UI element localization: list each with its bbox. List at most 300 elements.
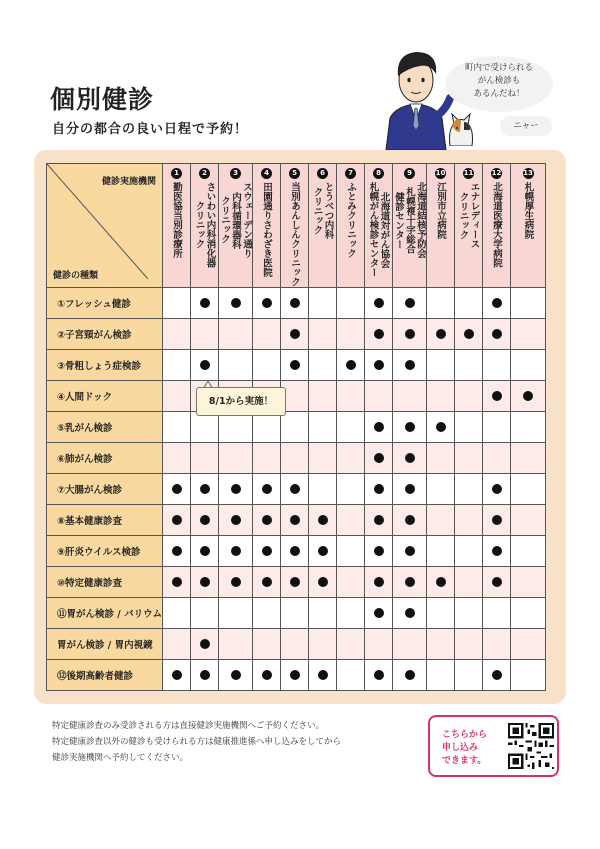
table-row <box>47 318 546 349</box>
column-header <box>219 164 253 288</box>
availability-cell <box>163 473 191 504</box>
availability-cell <box>455 318 483 349</box>
available-dot-icon <box>200 515 210 525</box>
availability-cell <box>309 597 337 628</box>
column-header <box>393 164 427 288</box>
footer-notes <box>52 718 341 766</box>
availability-cell <box>253 473 281 504</box>
availability-cell <box>191 659 219 690</box>
available-dot-icon <box>172 577 182 587</box>
availability-cell <box>427 473 455 504</box>
availability-cell <box>253 597 281 628</box>
column-number-badge: 13 <box>523 169 533 177</box>
availability-cell <box>281 597 309 628</box>
availability-cell <box>393 597 427 628</box>
checkup-type-label: ⑨肝炎ウイルス検診 <box>47 535 163 566</box>
availability-cell <box>427 535 455 566</box>
available-dot-icon <box>290 298 300 308</box>
availability-cell <box>337 597 365 628</box>
availability-cell <box>281 535 309 566</box>
availability-cell <box>281 442 309 473</box>
availability-cell <box>511 659 546 690</box>
availability-cell <box>455 349 483 380</box>
speech-bubble-cat: ニャー <box>500 116 552 136</box>
available-dot-icon <box>290 484 300 494</box>
availability-cell <box>483 442 511 473</box>
available-dot-icon <box>231 670 241 680</box>
availability-cell <box>427 349 455 380</box>
available-dot-icon <box>492 391 502 401</box>
available-dot-icon <box>492 298 502 308</box>
availability-cell <box>309 566 337 597</box>
availability-cell <box>281 349 309 380</box>
availability-cell <box>191 566 219 597</box>
availability-cell <box>163 597 191 628</box>
institution-name: エナレディース <box>468 182 480 249</box>
availability-cell <box>337 411 365 442</box>
availability-cell <box>483 628 511 659</box>
column-number-badge: 4 <box>261 168 272 179</box>
available-dot-icon <box>318 515 328 525</box>
checkup-type-label: ③骨粗しょう症検診 <box>47 349 163 380</box>
availability-cell <box>511 380 546 411</box>
available-dot-icon <box>318 670 328 680</box>
available-dot-icon <box>405 515 415 525</box>
availability-cell <box>365 535 393 566</box>
availability-cell <box>219 597 253 628</box>
available-dot-icon <box>290 515 300 525</box>
availability-cell <box>511 318 546 349</box>
availability-cell <box>455 380 483 411</box>
available-dot-icon <box>374 515 384 525</box>
availability-cell <box>455 442 483 473</box>
availability-cell <box>483 473 511 504</box>
availability-cell <box>337 318 365 349</box>
available-dot-icon <box>200 670 210 680</box>
available-dot-icon <box>262 577 272 587</box>
availability-cell <box>219 287 253 318</box>
availability-cell <box>483 504 511 535</box>
available-dot-icon <box>290 329 300 339</box>
available-dot-icon <box>523 391 533 401</box>
column-header <box>455 164 483 288</box>
column-number-badge: 2 <box>199 168 210 179</box>
available-dot-icon <box>405 329 415 339</box>
available-dot-icon <box>172 546 182 556</box>
table-row <box>47 504 546 535</box>
column-header <box>191 164 219 288</box>
availability-cell <box>455 473 483 504</box>
available-dot-icon <box>405 670 415 680</box>
availability-cell <box>191 597 219 628</box>
institution-name: さいわい内科消化器 <box>204 182 216 268</box>
available-dot-icon <box>200 298 210 308</box>
available-dot-icon <box>436 577 446 587</box>
availability-cell <box>455 566 483 597</box>
availability-cell <box>393 349 427 380</box>
column-header <box>253 164 281 288</box>
checkup-table <box>46 163 546 691</box>
available-dot-icon <box>200 546 210 556</box>
available-dot-icon <box>492 546 502 556</box>
availability-cell <box>219 504 253 535</box>
availability-cell <box>393 628 427 659</box>
availability-cell <box>219 473 253 504</box>
availability-cell <box>365 442 393 473</box>
availability-cell <box>253 442 281 473</box>
column-header <box>511 164 546 288</box>
availability-cell <box>337 287 365 318</box>
table-corner <box>47 164 163 288</box>
footer-line: 特定健康診査のみ受診される方は直接健診実施機関へご予約ください。 <box>52 721 325 731</box>
availability-cell <box>393 659 427 690</box>
availability-cell <box>309 628 337 659</box>
availability-cell <box>281 287 309 318</box>
checkup-type-label: ⑫後期高齢者健診 <box>47 659 163 690</box>
available-dot-icon <box>346 360 356 370</box>
available-dot-icon <box>200 577 210 587</box>
availability-cell <box>393 318 427 349</box>
available-dot-icon <box>231 484 241 494</box>
available-dot-icon <box>374 484 384 494</box>
availability-cell <box>337 535 365 566</box>
institution-name: 北海道医療大学病院 <box>491 182 502 268</box>
table-row <box>47 535 546 566</box>
available-dot-icon <box>374 422 384 432</box>
column-header <box>483 164 511 288</box>
available-dot-icon <box>492 670 502 680</box>
institution-name: 健診センター <box>393 191 404 249</box>
available-dot-icon <box>492 577 502 587</box>
availability-cell <box>365 349 393 380</box>
availability-cell <box>455 659 483 690</box>
column-number-badge: 10 <box>435 169 446 177</box>
checkup-type-label: ④人間ドック <box>47 380 163 411</box>
availability-cell <box>455 535 483 566</box>
availability-cell <box>281 659 309 690</box>
institution-name: 勤医協当別診療所 <box>171 182 182 258</box>
column-number-badge: 5 <box>289 168 300 179</box>
availability-cell <box>281 473 309 504</box>
availability-cell <box>483 287 511 318</box>
column-number-badge: 9 <box>404 168 415 179</box>
availability-cell <box>191 442 219 473</box>
availability-cell <box>337 473 365 504</box>
available-dot-icon <box>290 670 300 680</box>
institution-name: ふとみクリニック <box>345 182 356 258</box>
available-dot-icon <box>231 298 241 308</box>
availability-cell <box>393 442 427 473</box>
availability-cell <box>393 566 427 597</box>
table-row <box>47 380 546 411</box>
availability-cell <box>483 380 511 411</box>
availability-cell <box>337 349 365 380</box>
checkup-type-label: ⑦大腸がん検診 <box>47 473 163 504</box>
available-dot-icon <box>492 515 502 525</box>
column-number-badge: 1 <box>171 168 182 179</box>
availability-cell <box>281 318 309 349</box>
available-dot-icon <box>290 577 300 587</box>
checkup-type-header: 健診の種類 <box>53 270 99 281</box>
availability-cell <box>163 659 191 690</box>
available-dot-icon <box>231 515 241 525</box>
availability-cell <box>365 504 393 535</box>
availability-cell <box>483 349 511 380</box>
availability-cell <box>219 318 253 349</box>
availability-cell <box>483 566 511 597</box>
table-row <box>47 566 546 597</box>
availability-cell <box>427 442 455 473</box>
available-dot-icon <box>374 670 384 680</box>
available-dot-icon <box>374 546 384 556</box>
available-dot-icon <box>405 360 415 370</box>
page-subtitle: 自分の都合の良い日程で予約！ <box>52 122 249 137</box>
availability-cell <box>281 566 309 597</box>
availability-cell <box>191 473 219 504</box>
availability-cell <box>455 628 483 659</box>
availability-cell <box>455 597 483 628</box>
institution-header: 健診実施機関 <box>101 177 156 187</box>
availability-cell <box>163 504 191 535</box>
available-dot-icon <box>318 546 328 556</box>
available-dot-icon <box>231 546 241 556</box>
availability-cell <box>191 349 219 380</box>
table-row <box>47 287 546 318</box>
availability-cell <box>253 628 281 659</box>
availability-cell <box>309 380 337 411</box>
availability-cell <box>163 411 191 442</box>
column-number-badge: 12 <box>491 169 502 177</box>
apply-box[interactable] <box>428 715 559 777</box>
column-number-badge: 8 <box>373 168 384 179</box>
availability-cell <box>309 535 337 566</box>
availability-cell <box>253 287 281 318</box>
availability-cell <box>191 287 219 318</box>
availability-cell <box>427 380 455 411</box>
availability-cell <box>253 349 281 380</box>
table-row <box>47 473 546 504</box>
institution-name: とうべつ内科 <box>322 182 334 239</box>
availability-cell <box>511 442 546 473</box>
availability-cell <box>427 628 455 659</box>
availability-cell <box>163 566 191 597</box>
available-dot-icon <box>262 546 272 556</box>
available-dot-icon <box>374 577 384 587</box>
availability-cell <box>219 628 253 659</box>
availability-cell <box>309 411 337 442</box>
availability-cell <box>511 349 546 380</box>
available-dot-icon <box>200 360 210 370</box>
column-number-badge: 3 <box>230 168 241 179</box>
availability-cell <box>253 659 281 690</box>
institution-name: クリニック <box>193 201 205 249</box>
availability-cell <box>511 287 546 318</box>
availability-cell <box>337 659 365 690</box>
apply-text: こちらから 申し込み できます。 <box>442 730 488 766</box>
availability-cell <box>393 535 427 566</box>
available-dot-icon <box>405 422 415 432</box>
institution-name: 内科循環器科 <box>230 191 241 249</box>
availability-cell <box>427 659 455 690</box>
availability-cell <box>253 504 281 535</box>
availability-cell <box>455 287 483 318</box>
availability-cell <box>163 287 191 318</box>
available-dot-icon <box>290 360 300 370</box>
column-header <box>163 164 191 288</box>
available-dot-icon <box>374 329 384 339</box>
available-dot-icon <box>464 329 474 339</box>
column-number-badge: 6 <box>317 168 328 179</box>
available-dot-icon <box>262 670 272 680</box>
start-date-note: 8/1から実施！ <box>196 387 286 416</box>
availability-cell <box>191 318 219 349</box>
available-dot-icon <box>172 484 182 494</box>
availability-cell <box>219 442 253 473</box>
availability-cell <box>337 628 365 659</box>
availability-cell <box>393 473 427 504</box>
availability-cell <box>365 318 393 349</box>
page-title: 個別健診 <box>50 85 155 114</box>
table-row <box>47 349 546 380</box>
availability-cell <box>219 349 253 380</box>
availability-cell <box>393 380 427 411</box>
availability-cell <box>163 318 191 349</box>
available-dot-icon <box>374 453 384 463</box>
availability-cell <box>365 473 393 504</box>
footer-line: 健診実施機関へ予約してください。 <box>52 753 189 763</box>
availability-cell <box>281 504 309 535</box>
checkup-type-label: ⑪胃がん検診 / バリウム <box>47 597 163 628</box>
table-row <box>47 659 546 690</box>
available-dot-icon <box>492 329 502 339</box>
available-dot-icon <box>374 360 384 370</box>
table-row <box>47 411 546 442</box>
institution-name: 江別市立病院 <box>435 182 446 239</box>
available-dot-icon <box>262 484 272 494</box>
speech-bubble-man: 町内で受けられる がん検診も あるんだね！ <box>445 56 553 112</box>
available-dot-icon <box>492 484 502 494</box>
footer-line: 特定健康診査以外の健診も受けられる方は健康推進係へ申し込みをしてから <box>52 737 342 747</box>
available-dot-icon <box>374 298 384 308</box>
available-dot-icon <box>436 329 446 339</box>
availability-cell <box>219 566 253 597</box>
institution-name: 田園通りさわざき医院 <box>261 182 272 277</box>
institution-name: 札幌がん検診センター <box>367 182 379 277</box>
table-row <box>47 597 546 628</box>
availability-cell <box>427 566 455 597</box>
availability-cell <box>309 473 337 504</box>
available-dot-icon <box>405 546 415 556</box>
available-dot-icon <box>262 298 272 308</box>
available-dot-icon <box>231 577 241 587</box>
availability-cell <box>309 349 337 380</box>
availability-cell <box>393 411 427 442</box>
availability-cell <box>219 659 253 690</box>
availability-cell <box>483 659 511 690</box>
availability-cell <box>337 566 365 597</box>
availability-cell <box>511 411 546 442</box>
column-number-badge: 7 <box>345 168 356 179</box>
available-dot-icon <box>374 608 384 618</box>
table-row <box>47 628 546 659</box>
institution-name: クリニック <box>219 196 230 244</box>
availability-cell <box>511 535 546 566</box>
availability-cell <box>337 504 365 535</box>
checkup-type-label: 胃がん検診 / 胃内視鏡 <box>47 628 163 659</box>
availability-cell <box>309 318 337 349</box>
availability-cell <box>393 504 427 535</box>
availability-cell <box>365 659 393 690</box>
availability-cell <box>191 628 219 659</box>
availability-cell <box>511 597 546 628</box>
availability-cell <box>455 411 483 442</box>
availability-cell <box>511 566 546 597</box>
availability-cell <box>163 628 191 659</box>
available-dot-icon <box>405 298 415 308</box>
availability-cell <box>365 287 393 318</box>
availability-cell <box>427 411 455 442</box>
available-dot-icon <box>172 670 182 680</box>
qr-code-icon[interactable] <box>508 723 554 769</box>
column-header <box>365 164 393 288</box>
institution-name: クリニック <box>311 186 323 235</box>
checkup-type-label: ⑧基本健康診査 <box>47 504 163 535</box>
available-dot-icon <box>262 515 272 525</box>
available-dot-icon <box>172 515 182 525</box>
availability-cell <box>253 318 281 349</box>
availability-cell <box>163 380 191 411</box>
availability-cell <box>365 380 393 411</box>
available-dot-icon <box>200 639 210 649</box>
availability-cell <box>511 504 546 535</box>
availability-cell <box>365 411 393 442</box>
availability-cell <box>393 287 427 318</box>
availability-cell <box>427 318 455 349</box>
checkup-type-label: ①フレッシュ健診 <box>47 287 163 318</box>
availability-cell <box>365 628 393 659</box>
cat-illustration <box>446 112 476 146</box>
column-header <box>427 164 455 288</box>
availability-cell <box>365 566 393 597</box>
checkup-type-label: ②子宮頸がん検診 <box>47 318 163 349</box>
column-header <box>309 164 337 288</box>
availability-cell <box>511 628 546 659</box>
availability-cell <box>253 566 281 597</box>
column-header <box>281 164 309 288</box>
availability-cell <box>427 597 455 628</box>
checkup-type-label: ⑩特定健康診査 <box>47 566 163 597</box>
availability-cell <box>219 535 253 566</box>
availability-cell <box>163 349 191 380</box>
availability-cell <box>309 442 337 473</box>
available-dot-icon <box>405 577 415 587</box>
institution-name: 札幌複十字総合 <box>404 186 415 254</box>
column-header <box>337 164 365 288</box>
institution-name: スウェーデン通り <box>241 182 252 258</box>
availability-cell <box>483 597 511 628</box>
availability-cell <box>337 442 365 473</box>
availability-cell <box>253 535 281 566</box>
availability-cell <box>163 535 191 566</box>
availability-cell <box>309 659 337 690</box>
availability-cell <box>483 318 511 349</box>
availability-cell <box>191 535 219 566</box>
available-dot-icon <box>200 484 210 494</box>
availability-cell <box>483 535 511 566</box>
available-dot-icon <box>405 453 415 463</box>
availability-cell <box>309 504 337 535</box>
institution-name: 北海道結核予防会 <box>415 182 426 258</box>
